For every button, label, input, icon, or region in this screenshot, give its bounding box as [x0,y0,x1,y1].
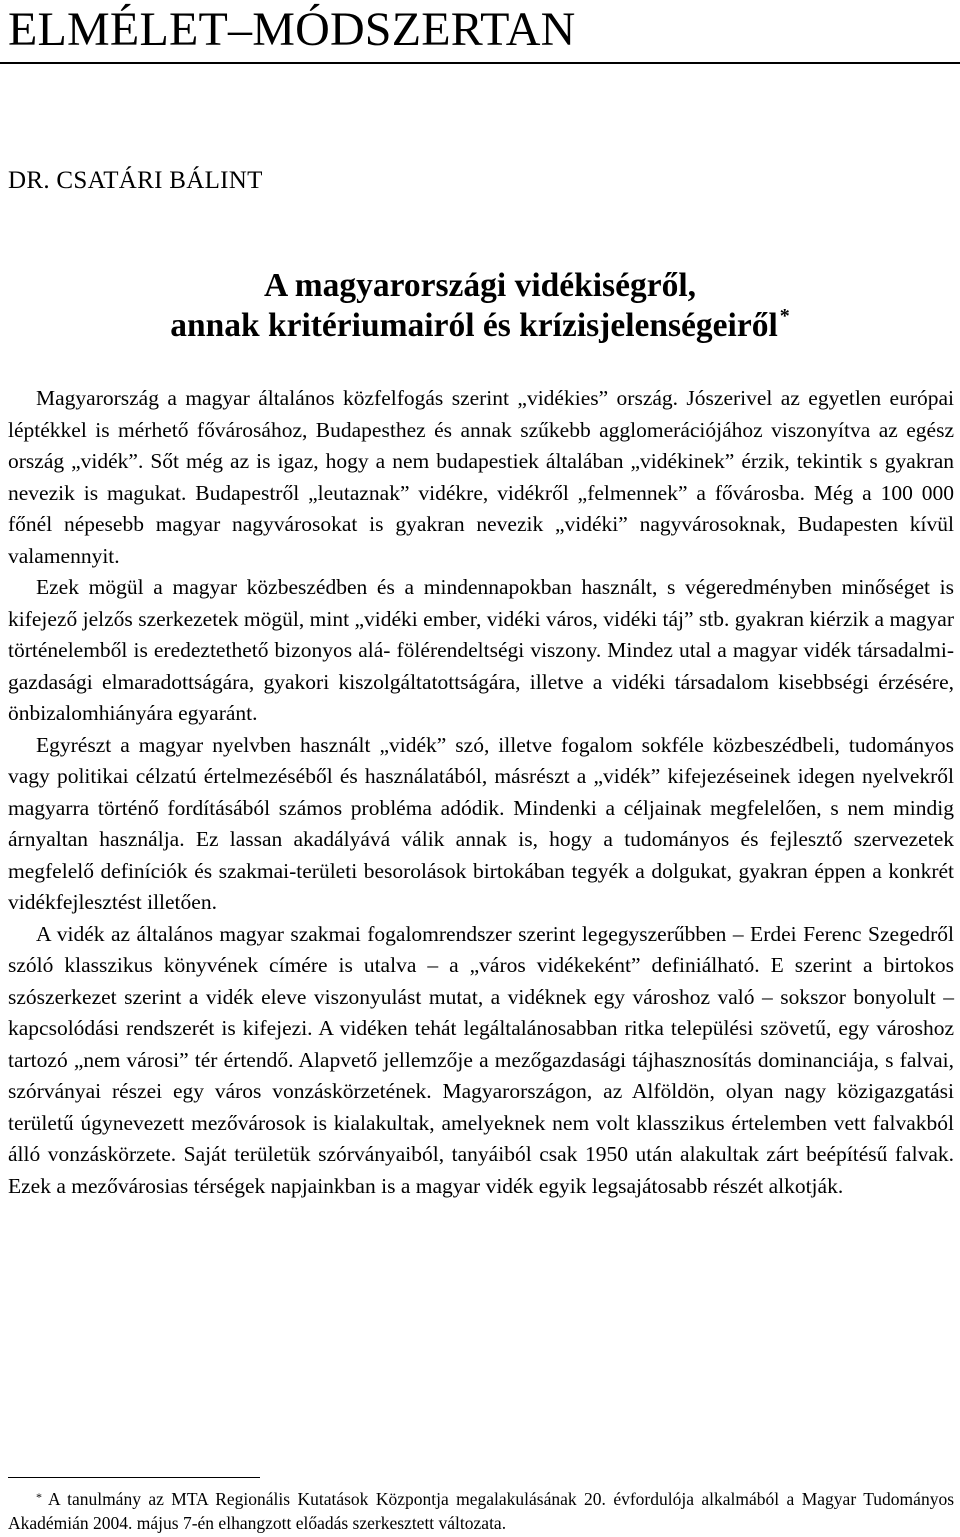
footnote-text: A tanulmány az MTA Regionális Kutatások Központja megalakulásának 20. évfordulója alkalmából a Magyar Tudományos Akadémián 2004. május 7-én elhangzott előadás szerkesztett változata. [8,1489,954,1533]
footnote-divider [8,1477,260,1478]
header-divider [0,62,960,64]
article-title-line-1: A magyarországi vidékiségről, [263,267,697,304]
article-title [0,266,960,346]
footnote [8,1488,954,1535]
body-paragraph-1: Magyarország a magyar általános közfelfogás szerint „vidékies” ország. Jószerivel az egyetlen európai léptékkel is mérhető fővárosához, Budapesthez és annak szűkebb agglomerációjához viszonyítva az egész ország „vidék”. Sőt még az is igaz, hogy a nem budapestiek általában „vidékinek” érzik, tekintik s gyakran nevezik is magukat. Budapestről „leutaznak” vidékre, vidékről „felmennek” a fővárosba. Még a 100 000 főnél népesebb magyar nagyvárosokat is gyakran nevezik „vidéki” nagyvárosoknak, Budapesten kívül valamennyit. [8,386,954,568]
footnote-marker: * [36,1490,42,1504]
body-paragraph-4: A vidék az általános magyar szakmai fogalomrendszer szerint legegyszerűbben – Erdei Ferenc Szegedről szóló klasszikus könyvének címére is utalva – a „város vidékeként” definiálható. E szerint a birtokos szószerkezet szerint a vidék eleve viszonyulást mutat, a vidéknek egy városhoz való – sokszor bonyolult – kapcsolódási rendszerét is kifejezi. A vidéken tehát legáltalánosabban ritka települési szövetű, egy városhoz tartozó „nem városi” tér értendő. Alapvető jellemzője a mezőgazdasági tájhasznosítás dominanciája, s falvai, szórványai részei egy város vonzáskörzetének. Magyarországon, az Alföldön, olyan nagy közigazgatási területű úgynevezett mezővárosok is kialakultak, amelyeknek nem volt klasszikus értelemben vett falvakból álló vonzáskörzete. Saját területük szórványaiból, tanyáiból csak 1950 után alakultak zárt beépítésű falvak. Ezek a mezővárosias térségek napjainkban is a magyar vidék egyik legsajátosabb részét alkotják. [8,921,954,1198]
author-name: DR. CSATÁRI BÁLINT [8,167,263,194]
body-paragraph-3: Egyrészt a magyar nyelvben használt „vidék” szó, illetve fogalom sokféle közbeszédbeli, tudományos vagy politikai célzatú értelmezéséből és használatából, másrészt a „vidék” kifejezéseinek idegen nyelvekről magyarra történő fordításából számos probléma adódik. Mindenki a céljainak megfelelően, s nem mindig árnyaltan használja. Ez lassan akadályává válik annak is, hogy a tudományos és fejlesztő szervezetek megfelelő definíciók és szakmai-területi besorolások birtokában tegyék a dolgukat, gyakran éppen a konkrét vidékfejlesztést illetően. [8,732,954,914]
title-footnote-marker: * [779,305,790,327]
article-title-line-2: annak kritériumairól és krízisjelenségeiről [170,307,778,344]
section-header: ELMÉLET–MÓDSZERTAN [8,3,576,56]
body-paragraph-2: Ezek mögül a magyar közbeszédben és a mindennapokban használt, s végeredményben minőséget is kifejező jelzős szerkezetek mögül, mint „vidéki ember, vidéki város, vidéki táj” stb. gyakran kiérzik a magyar történelemből is eredeztethető bizonyos alá- fölérendeltségi viszony. Mindez utal a magyar vidék társadalmi-gazdasági elmaradottságára, gyakori kiszolgáltatottságára, illetve a vidéki társadalom kisebbségi érzésére, önbizalomhiányára egyaránt. [8,575,954,725]
article-body [8,383,954,1202]
